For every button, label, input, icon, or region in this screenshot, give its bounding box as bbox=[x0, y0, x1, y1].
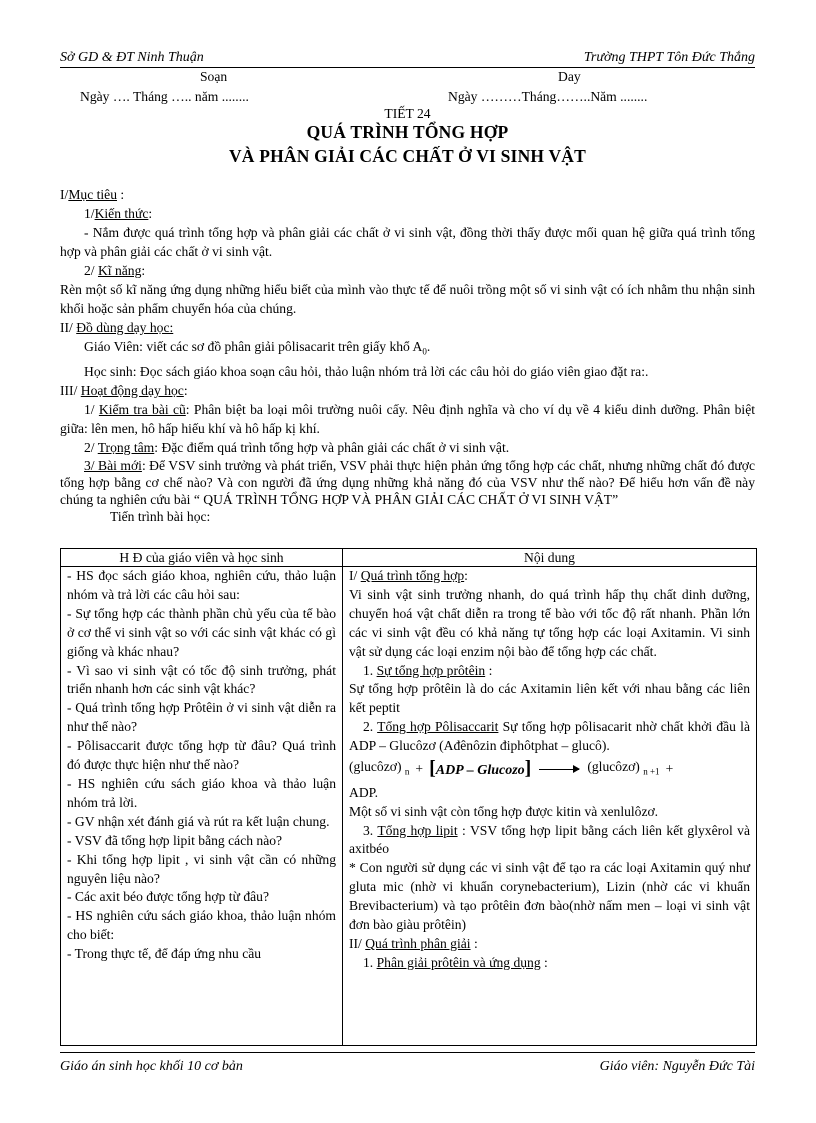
synthesis-heading: Quá trình tổng hợp bbox=[360, 568, 465, 583]
footer-course: Giáo án sinh học khối 10 cơ bản bbox=[60, 1059, 243, 1074]
list-item: - HS đọc sách giáo khoa, nghiên cứu, thảo luận nhóm và trả lời các câu hỏi sau: bbox=[67, 568, 336, 602]
school-department: Sở GD & ĐT Ninh Thuận bbox=[60, 50, 204, 65]
skills-text: Rèn một số kĩ năng ứng dụng những hiểu biết của mình vào thực tế để nuôi trồng một số vi sinh vật có ích nhằm thu nhận sinh khối hoặc sản phẩm chuyển hóa của chúng. bbox=[60, 282, 755, 316]
application-note: * Con người sử dụng các vi sinh vật để tạo ra các loại Axitamin quý như gluta mic (nhờ vi khuẩn corynebacterium), Lizin (nhờ các vi khuẩn Brevibacterium) và tạo prôtêin đơn bào(nhờ nấm men – loại vi sinh vật đơn bào giàu prôtêin) bbox=[349, 860, 750, 933]
list-item: - Khi tổng hợp lipit , vi sinh vật cần có những nguyên liệu nào? bbox=[67, 851, 336, 886]
list-item: - Quá trình tổng hợp Prôtêin ở vi sinh vật diễn ra như thế nào? bbox=[67, 700, 336, 735]
list-item: - Trong thực tế, để đáp ứng nhu cầu bbox=[67, 946, 262, 962]
process-label: Tiến trình bài học: bbox=[110, 508, 211, 524]
lesson-number: TIẾT 24 bbox=[384, 106, 431, 121]
lesson-title-line2: VÀ PHÂN GIẢI CÁC CHẤT Ở VI SINH VẬT bbox=[228, 146, 587, 166]
footer-teacher: Giáo viên: Nguyễn Đức Tài bbox=[599, 1059, 755, 1074]
page-footer bbox=[60, 1052, 755, 1077]
protein-synthesis-text: Sự tổng hợp prôtêin là do các Axitamin liên kết với nhau bằng các liên kết peptit bbox=[349, 681, 750, 716]
protein-decomposition-heading: Phân giải prôtêin và ứng dụng bbox=[376, 954, 541, 970]
day-date: Ngày ………Tháng……..Năm ........ bbox=[448, 89, 648, 104]
teacher-materials: Giáo Viên: viết các sơ đồ phân giải pôlisacarit trên giấy khổ $A_0$. bbox=[84, 339, 431, 357]
day-label: Day bbox=[558, 69, 581, 84]
lesson-table bbox=[60, 548, 757, 1046]
lesson-title-line1: QUÁ TRÌNH TỔNG HỢP bbox=[306, 122, 509, 142]
list-item: - HS nghiên cứu sách giáo khoa, thảo luận nhóm cho biết: bbox=[67, 908, 336, 943]
list-item: - Pôlisaccarit được tổng hợp từ đâu? Quá trình đó được thực hiện như thế nào? bbox=[67, 738, 336, 773]
list-item: - Các axit béo được tổng hợp từ đâu? bbox=[67, 889, 270, 905]
activities-heading: Hoạt động dạy học bbox=[80, 382, 184, 398]
polysaccharide-formula: (glucôzơ) $_n$ + [ADP – Glucozo] (glucôzơ) $_{n +1}$ + bbox=[349, 756, 674, 779]
list-item: - GV nhận xét đánh giá và rút ra kết luận chung. bbox=[67, 813, 330, 829]
polysaccharide-heading: Tổng hợp Pôlisaccarit bbox=[377, 719, 499, 735]
materials-heading: Đồ dùng dạy học: bbox=[76, 320, 174, 335]
content-cell: I/ Quá trình tổng hợp: Vi sinh vật sinh trưởng nhanh, do quá trình hấp thụ chất dinh dưỡng, chuyển hoá vật chất diễn ra trong tế bào với tốc độ rất nhanh. Phần lớn các vi sinh vật đều có khả năng tự tổng hợp các loại Axitamin. Vi sinh vật sử dụng các loại enzim nội bào để tổng hợp các chất. 1. Sự tổng hợp prôtêin : Sự tổng hợp prôtêin là do các Axitamin liên kết với nhau bằng các liên kết peptit 2. Tổng hợp Pôlisaccarit Sự tổng hợp pôlisacarit nhờ chất khởi đầu là ADP – Glucôzơ (Ađênôzin điphôtphat – glucô). (glucôzơ) $_n$ + [ADP – Glucozo] (glucôzơ) $_{n +1}$ + ADP. Một số vi sinh vật còn tổng hợp được kitin và xenlulôzơ. 3. Tổng hợp lipit : VSV tổng hợp lipit bằng cách liên kết glyxêrol và axitbéo * Con người sử dụng các vi sinh vật để tạo ra các loại Axitamin quý như gluta mic (nhờ vi khuẩn corynebacterium), Lizin (nhờ các vi khuẩn Brevibacterium) và tạo prôtêin đơn bào(nhờ nấm men – loại vi sinh vật đơn bào giàu prôtêin) II/ Quá trình phân giải : 1. Phân giải prôtêin và ứng dụng : bbox=[343, 567, 757, 1046]
soan-date: Ngày …. Tháng ….. năm ........ bbox=[80, 89, 249, 104]
list-item: - Vì sao vi sinh vật có tốc độ sinh trưởng, phát triển nhanh hơn các sinh vật khác? bbox=[67, 662, 336, 697]
activities-cell bbox=[61, 567, 343, 1046]
school-name: Trường THPT Tôn Đức Thắng bbox=[583, 50, 755, 65]
objectives-heading: Mục tiêu bbox=[68, 187, 118, 202]
list-item: - VSV đã tổng hợp lipit bằng cách nào? bbox=[67, 832, 283, 848]
list-item: - Sự tổng hợp các thành phần chủ yếu của tế bào ở cơ thể vi sinh vật so với các sinh vật khác có gì giống và khác nhau? bbox=[67, 605, 336, 659]
col-header-activities: H Đ của giáo viên và học sinh bbox=[61, 549, 343, 567]
knowledge-text: - Nắm được quá trình tổng hợp và phân giải các chất ở vi sinh vật, đồng thời thấy được mối quan hệ giữa quá trình tổng hợp và phân giải các chất ở vi sinh vật. bbox=[60, 225, 755, 259]
lipid-heading: Tổng hợp lipit bbox=[377, 822, 458, 838]
list-item: - HS nghiên cứu sách giáo khoa và thảo luận nhóm trả lời. bbox=[67, 775, 336, 810]
skills-heading: Kĩ năng bbox=[97, 263, 142, 278]
knowledge-heading: Kiến thức bbox=[94, 206, 149, 221]
student-materials: Học sinh: Đọc sách giáo khoa soạn câu hỏi, thảo luận nhóm trả lời các câu hỏi do giáo viên giao đặt ra:. bbox=[84, 363, 649, 379]
new-lesson: 3/ Bài mới: Để VSV sinh trưởng và phát triển, VSV phải thực hiện phản ứng tổng hợp các chất, nhưng những chất đó được tổng hợp bằng cơ chế nào? Và con người đã ứng dụng những khả năng đó của VSV như thế nào? Để hiểu hơn vấn đề này chúng ta nghiên cứu bài “ QUÁ TRÌNH TỔNG HỢP VÀ PHÂN GIẢI CÁC CHẤT Ở VI SINH VẬT” bbox=[60, 457, 755, 507]
arrow-icon bbox=[539, 769, 579, 770]
decomposition-heading: Quá trình phân giải bbox=[365, 935, 471, 951]
page-header bbox=[60, 50, 755, 68]
objectives-section: I/Mục tiêu : 1/Kiến thức: - Nắm được quá trình tổng hợp và phân giải các chất ở vi sinh vật, đồng thời thấy được mối quan hệ giữa quá trình tổng hợp và phân giải các chất ở vi sinh vật. 2/ Kĩ năng: Rèn một số kĩ năng ứng dụng những hiểu biết của mình vào thực tế để nuôi trồng một số vi sinh vật có ích nhằm thu nhận sinh khối hoặc sản phẩm chuyển hóa của chúng. II/ Đồ dùng dạy học: Giáo Viên: viết các sơ đồ phân giải pôlisacarit trên giấy khổ $A_0$. Học sinh: Đọc sách giáo khoa soạn câu hỏi, thảo luận nhóm trả lời các câu hỏi do giáo viên giao đặt ra:. III/ Hoạt động dạy học: 1/ Kiểm tra bài cũ: Phân biệt ba loại môi trường nuôi cấy. Nêu định nghĩa và cho ví dụ về 4 kiểu dinh dưỡng. Phân biệt giữa: lên men, hô hấp hiếu khí và hô hấp kị khí. 2/ Trọng tâm: Đặc điểm quá trình tổng hợp và phân giải các chất ở vi sinh vật. 3/ Bài mới: Để VSV sinh trưởng và phát triển, VSV phải thực hiện phản ứng tổng hợp các chất, nhưng những chất đó được tổng hợp bằng cơ chế nào? Và con người đã ứng dụng những khả năng đó của VSV như thế nào? Để hiểu hơn vấn đề này chúng ta nghiên cứu bài “ QUÁ TRÌNH TỔNG HỢP VÀ PHÂN GIẢI CÁC CHẤT Ở VI SINH VẬT” Tiến trình bài học: bbox=[60, 187, 756, 524]
chitin-text: Một số vi sinh vật còn tổng hợp được kitin và xenlulôzơ. bbox=[349, 803, 659, 819]
synthesis-intro: Vi sinh vật sinh trưởng nhanh, do quá trình hấp thụ chất dinh dưỡng, chuyển hoá vật chất diễn ra trong tế bào với tốc độ rất nhanh. Phần lớn các vi sinh vật đều có khả năng tự tổng hợp các loại Axitamin. Vi sinh vật sử dụng các loại enzim nội bào để tổng hợp các chất. bbox=[349, 586, 750, 659]
col-header-content: Nội dung bbox=[343, 549, 757, 567]
review-check: 1/ Kiểm tra bài cũ: Phân biệt ba loại môi trường nuôi cấy. Nêu định nghĩa và cho ví dụ về 4 kiểu dinh dưỡng. Phân biệt giữa: lên men, hô hấp hiếu khí và hô hấp kị khí. bbox=[60, 401, 756, 436]
focus: 2/ Trọng tâm: Đặc điểm quá trình tổng hợp và phân giải các chất ở vi sinh vật. bbox=[84, 439, 510, 455]
protein-synthesis-heading: Sự tổng hợp prôtêin bbox=[376, 662, 486, 678]
soan-label: Soạn bbox=[200, 69, 228, 84]
